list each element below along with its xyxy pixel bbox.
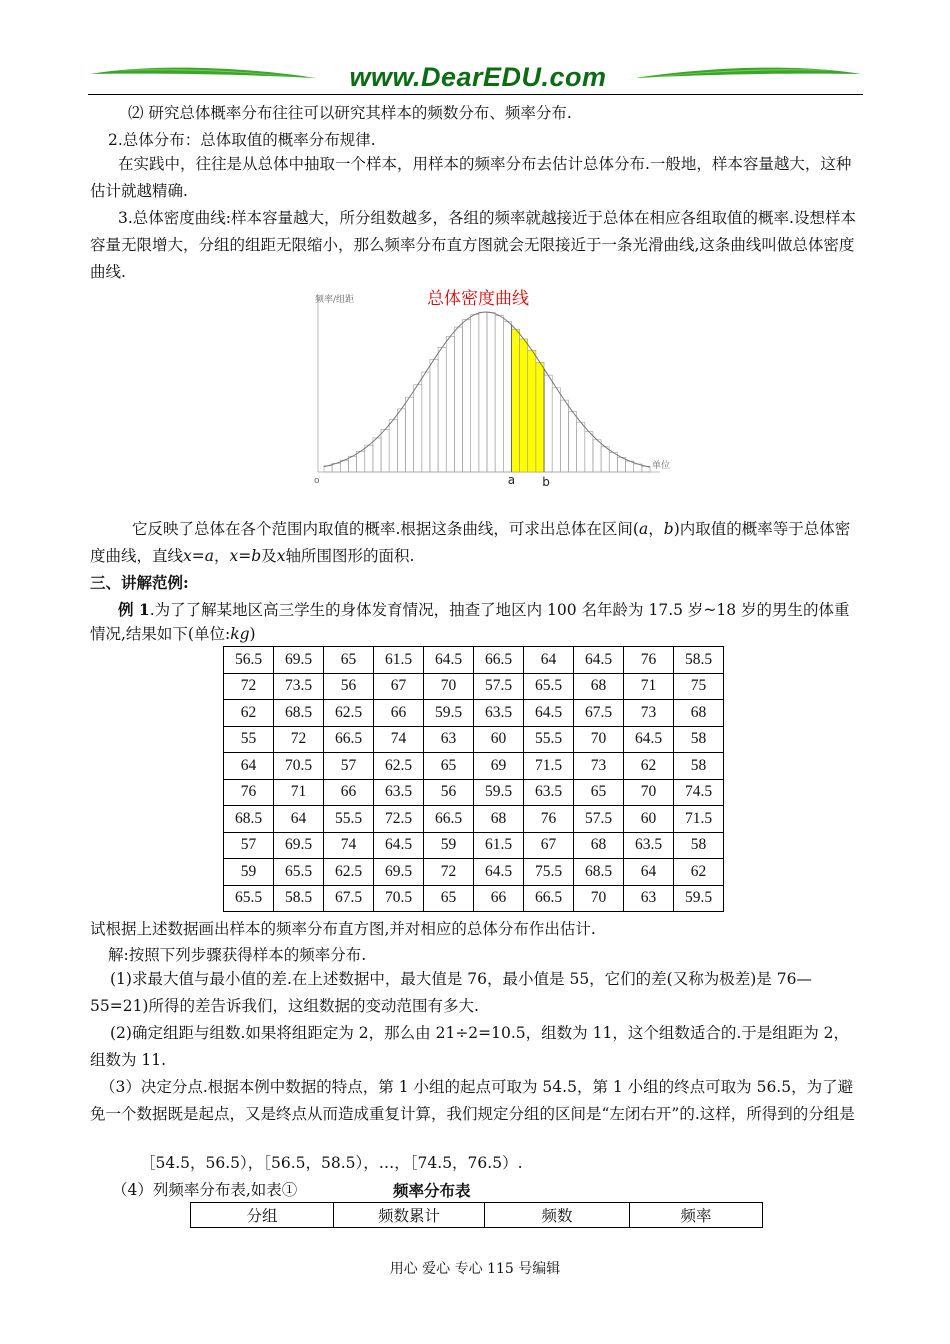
table-cell: 64 <box>524 647 574 674</box>
text-seg: = <box>191 547 205 565</box>
table-cell: 71 <box>274 779 324 806</box>
table-cell: 63.5 <box>474 700 524 727</box>
table-row <box>224 647 724 674</box>
table-cell: 68 <box>474 806 524 833</box>
example-line-2 <box>90 624 256 645</box>
table-cell: 59.5 <box>424 700 474 727</box>
histogram-bar <box>503 321 511 472</box>
histogram-bar <box>454 327 462 472</box>
table-cell: 58 <box>674 726 724 753</box>
table-cell: 67.5 <box>574 700 624 727</box>
step-2: (2)确定组距与组数.如果将组距定为 2，那么由 21÷2=10.5，组数为 11，这个组数适合的.于是组距为 2，组数为 11. <box>90 1024 850 1069</box>
table-cell: 69.5 <box>374 859 424 886</box>
histogram-bar <box>365 445 373 472</box>
table-cell: 72 <box>224 673 274 700</box>
table-row <box>224 859 724 886</box>
table-cell: 64.5 <box>424 647 474 674</box>
text-seg: 它反映了总体在各个范围内取值的概率.根据这条曲线，可求出总体在区间( <box>132 520 639 538</box>
line-study-distribution: ⑵ 研究总体概率分布往往可以研究其样本的频数分布、频率分布. <box>128 104 572 122</box>
histogram-bar <box>495 316 503 472</box>
table-row <box>224 779 724 806</box>
histogram-bar <box>430 359 438 472</box>
table-cell: 66 <box>374 700 424 727</box>
table-cell: 66.5 <box>524 885 574 912</box>
table-cell: 66 <box>474 885 524 912</box>
var-a: a <box>204 547 215 565</box>
table-row <box>224 832 724 859</box>
text-seg: 情况,结果如下(单位: <box>90 625 231 643</box>
table-cell: 65 <box>424 753 474 780</box>
table-cell: 64.5 <box>574 647 624 674</box>
table-cell: 74 <box>374 726 424 753</box>
table-cell: 75 <box>674 673 724 700</box>
table-cell: 68.5 <box>224 806 274 833</box>
table-cell: 69.5 <box>274 647 324 674</box>
histogram-bar <box>560 400 568 472</box>
table-cell: 65 <box>424 885 474 912</box>
table-cell: 56.5 <box>224 647 274 674</box>
histogram-bar <box>552 388 560 472</box>
histogram-bar <box>463 320 471 472</box>
var-b: b <box>663 520 674 538</box>
table-cell: 68 <box>574 673 624 700</box>
line-population-distribution: 2.总体分布：总体取值的概率分布规律. <box>108 131 376 149</box>
table-cell: 63 <box>624 885 674 912</box>
histogram-bar <box>414 385 422 472</box>
table-cell: 66.5 <box>424 806 474 833</box>
table-row <box>224 806 724 833</box>
histogram-bar <box>585 432 593 472</box>
histogram-bar <box>471 315 479 472</box>
table-cell: 62 <box>674 859 724 886</box>
table-row <box>224 885 724 912</box>
table-cell: 63 <box>424 726 474 753</box>
var-x: x <box>229 547 239 565</box>
frequency-table <box>190 1202 763 1228</box>
text-seg: ， <box>214 547 230 565</box>
var-a: a <box>638 520 649 538</box>
histogram-bar <box>511 329 519 472</box>
table-header-cell: 频数累计 <box>334 1203 485 1228</box>
site-logo[interactable]: www.DearEDU.com <box>349 62 607 92</box>
table-row <box>224 753 724 780</box>
header-rule <box>88 94 863 95</box>
table-cell: 72 <box>424 859 474 886</box>
table-cell: 69 <box>474 753 524 780</box>
table-cell: 67 <box>524 832 574 859</box>
text-seg: ) <box>249 625 256 643</box>
table-cell: 59.5 <box>674 885 724 912</box>
table-cell: 70.5 <box>374 885 424 912</box>
step-4: （4）列频率分布表,如表① <box>112 1181 298 1199</box>
x-axis-label: 单位 <box>652 461 670 471</box>
table-cell: 76 <box>524 806 574 833</box>
table-cell: 64.5 <box>624 726 674 753</box>
table-cell: 74 <box>324 832 374 859</box>
table-cell: 59 <box>224 859 274 886</box>
histogram-bar <box>389 420 397 472</box>
histogram-bar <box>397 409 405 472</box>
table-cell: 63.5 <box>624 832 674 859</box>
histogram-bar <box>438 347 446 472</box>
table-cell: 68 <box>574 832 624 859</box>
table-cell: 59 <box>424 832 474 859</box>
table-cell: 55 <box>224 726 274 753</box>
histogram-bar <box>528 350 536 472</box>
page-footer: 用心 爱心 专心 115 号编辑 <box>389 1261 561 1277</box>
histogram-bar <box>479 312 487 472</box>
table-header-row <box>191 1203 763 1228</box>
table-cell: 64.5 <box>524 700 574 727</box>
table-cell: 74.5 <box>674 779 724 806</box>
histogram-bar <box>520 339 528 472</box>
table-row <box>224 726 724 753</box>
example-text: .为了了解某地区高三学生的身体发育情况，抽查了地区内 100 名年龄为 17.5 岁~18 岁的男生的体重 <box>149 601 850 619</box>
table-cell: 61.5 <box>474 832 524 859</box>
histogram-bar <box>406 397 414 472</box>
text-seg: 及 <box>261 547 277 565</box>
table-cell: 73 <box>624 700 674 727</box>
example-label: 例 1 <box>118 600 150 619</box>
table-cell: 70 <box>424 673 474 700</box>
weight-data-table <box>223 646 724 912</box>
table-cell: 65.5 <box>224 885 274 912</box>
table-cell: 57.5 <box>574 806 624 833</box>
table-cell: 58.5 <box>674 647 724 674</box>
table-cell: 72.5 <box>374 806 424 833</box>
table-cell: 57 <box>224 832 274 859</box>
table-cell: 62.5 <box>324 700 374 727</box>
table-cell: 64.5 <box>474 859 524 886</box>
histogram-bar <box>601 447 609 472</box>
table-cell: 64.5 <box>374 832 424 859</box>
table-cell: 70 <box>574 885 624 912</box>
table-cell: 65 <box>324 647 374 674</box>
table-cell: 55.5 <box>524 726 574 753</box>
table-cell: 59.5 <box>474 779 524 806</box>
text-seg: ， <box>648 520 664 538</box>
table-cell: 64 <box>624 859 674 886</box>
table-cell: 64 <box>274 806 324 833</box>
table-cell: 69.5 <box>274 832 324 859</box>
table-cell: 58 <box>674 832 724 859</box>
histogram-bar <box>569 412 577 472</box>
table-cell: 57 <box>324 753 374 780</box>
var-b: b <box>251 547 262 565</box>
histogram-bar <box>593 440 601 472</box>
para-density-curve: 3.总体密度曲线:样本容量越大，所分组数越多，各组的频率就越接近于总体在相应各组取值的概率.设想样本容量无限增大，分组的组距无限缩小，那么频率分布直方图就会无限接近于一条光滑曲线,这条曲线叫做总体密度曲线. <box>90 209 856 281</box>
step-3: （3）决定分点.根据本例中数据的特点，第 1 小组的起点可取为 54.5，第 1 小组的终点可取为 56.5，为了避免一个数据既是起点，又是终点从而造成重复计算，我们规定分组的区间是“左闭右开”的.这样，所得到的分组是 <box>90 1078 855 1123</box>
table-cell: 66.5 <box>324 726 374 753</box>
histogram-bar <box>348 456 356 472</box>
interval-list: ［54.5，56.5），［56.5，58.5），…，［74.5，76.5）. <box>140 1154 523 1172</box>
table-row <box>224 700 724 727</box>
table-header-cell: 分组 <box>191 1203 334 1228</box>
table-cell: 76 <box>624 647 674 674</box>
section-heading-examples: 三、讲解范例: <box>90 573 189 592</box>
table-row <box>224 673 724 700</box>
unit-kg: kg <box>230 625 250 643</box>
table-cell: 65.5 <box>524 673 574 700</box>
table-cell: 70 <box>624 779 674 806</box>
y-axis-label: 频率/组距 <box>315 295 355 305</box>
table-cell: 60 <box>474 726 524 753</box>
table-cell: 57.5 <box>474 673 524 700</box>
table-cell: 75.5 <box>524 859 574 886</box>
text-seg: = <box>238 547 252 565</box>
question-line: 试根据上述数据画出样本的频率分布直方图,并对相应的总体分布作出估计. <box>90 920 596 938</box>
histogram-bar <box>544 375 552 472</box>
table-cell: 63.5 <box>524 779 574 806</box>
table-cell: 63.5 <box>374 779 424 806</box>
table-cell: 56 <box>324 673 374 700</box>
table-cell: 62.5 <box>374 753 424 780</box>
table-cell: 62 <box>224 700 274 727</box>
table-cell: 68 <box>674 700 724 727</box>
table-cell: 66.5 <box>474 647 524 674</box>
origin-label: o <box>314 476 320 486</box>
table-cell: 70 <box>574 726 624 753</box>
para-sampling: 在实践中，往往是从总体中抽取一个样本，用样本的频率分布去估计总体分布.一般地，样本容量越大，这种估计就越精确. <box>90 155 852 200</box>
table-cell: 65 <box>574 779 624 806</box>
density-chart <box>298 282 670 492</box>
table-cell: 60 <box>624 806 674 833</box>
var-x: x <box>183 547 192 565</box>
table-cell: 58.5 <box>274 885 324 912</box>
table-cell: 76 <box>224 779 274 806</box>
table-header-cell: 频率 <box>630 1203 763 1228</box>
table-cell: 58 <box>674 753 724 780</box>
point-b-label: b <box>542 475 550 489</box>
histogram-bar <box>536 362 544 472</box>
table-cell: 67.5 <box>324 885 374 912</box>
table-cell: 55.5 <box>324 806 374 833</box>
histogram-bar <box>487 313 495 472</box>
table-cell: 68.5 <box>274 700 324 727</box>
table-cell: 67 <box>374 673 424 700</box>
table-cell: 72 <box>274 726 324 753</box>
histogram-bar <box>340 460 348 472</box>
table-cell: 73 <box>574 753 624 780</box>
histogram-bar <box>373 438 381 472</box>
table-header-cell: 频数 <box>485 1203 630 1228</box>
table-cell: 70.5 <box>274 753 324 780</box>
freq-table-title: 频率分布表 <box>393 1181 471 1200</box>
table-cell: 64 <box>224 753 274 780</box>
table-cell: 66 <box>324 779 374 806</box>
table-cell: 68.5 <box>574 859 624 886</box>
histogram-bar <box>577 422 585 472</box>
table-cell: 56 <box>424 779 474 806</box>
table-cell: 61.5 <box>374 647 424 674</box>
table-cell: 62.5 <box>324 859 374 886</box>
table-cell: 73.5 <box>274 673 324 700</box>
histogram-bar <box>422 372 430 472</box>
point-a-label: a <box>507 473 516 487</box>
example-line-1 <box>118 599 850 621</box>
text-seg: )内取值的概率等于总体密度曲线，直线 <box>90 520 851 565</box>
table-cell: 71 <box>624 673 674 700</box>
text-seg: 轴所围图形的面积. <box>285 547 415 565</box>
page-header <box>88 58 863 98</box>
histogram-bar <box>357 451 365 472</box>
table-cell: 65.5 <box>274 859 324 886</box>
table-cell: 62 <box>624 753 674 780</box>
histogram-bar <box>381 429 389 472</box>
histogram-bar <box>609 453 617 472</box>
histogram-bar <box>617 457 625 472</box>
para-area-probability <box>90 516 860 570</box>
var-x: x <box>276 547 286 565</box>
solution-intro: 解:按照下列步骤获得样本的频率分布. <box>108 946 367 964</box>
chart-title: 总体密度曲线 <box>427 289 529 309</box>
step-1: (1)求最大值与最小值的差.在上述数据中，最大值是 76，最小值是 55，它们的差(又称为极差)是 76—55=21)所得的差告诉我们，这组数据的变动范围有多大. <box>90 970 812 1015</box>
table-cell: 71.5 <box>524 753 574 780</box>
table-cell: 71.5 <box>674 806 724 833</box>
histogram-bar <box>446 336 454 472</box>
density-chart-svg <box>298 282 670 492</box>
